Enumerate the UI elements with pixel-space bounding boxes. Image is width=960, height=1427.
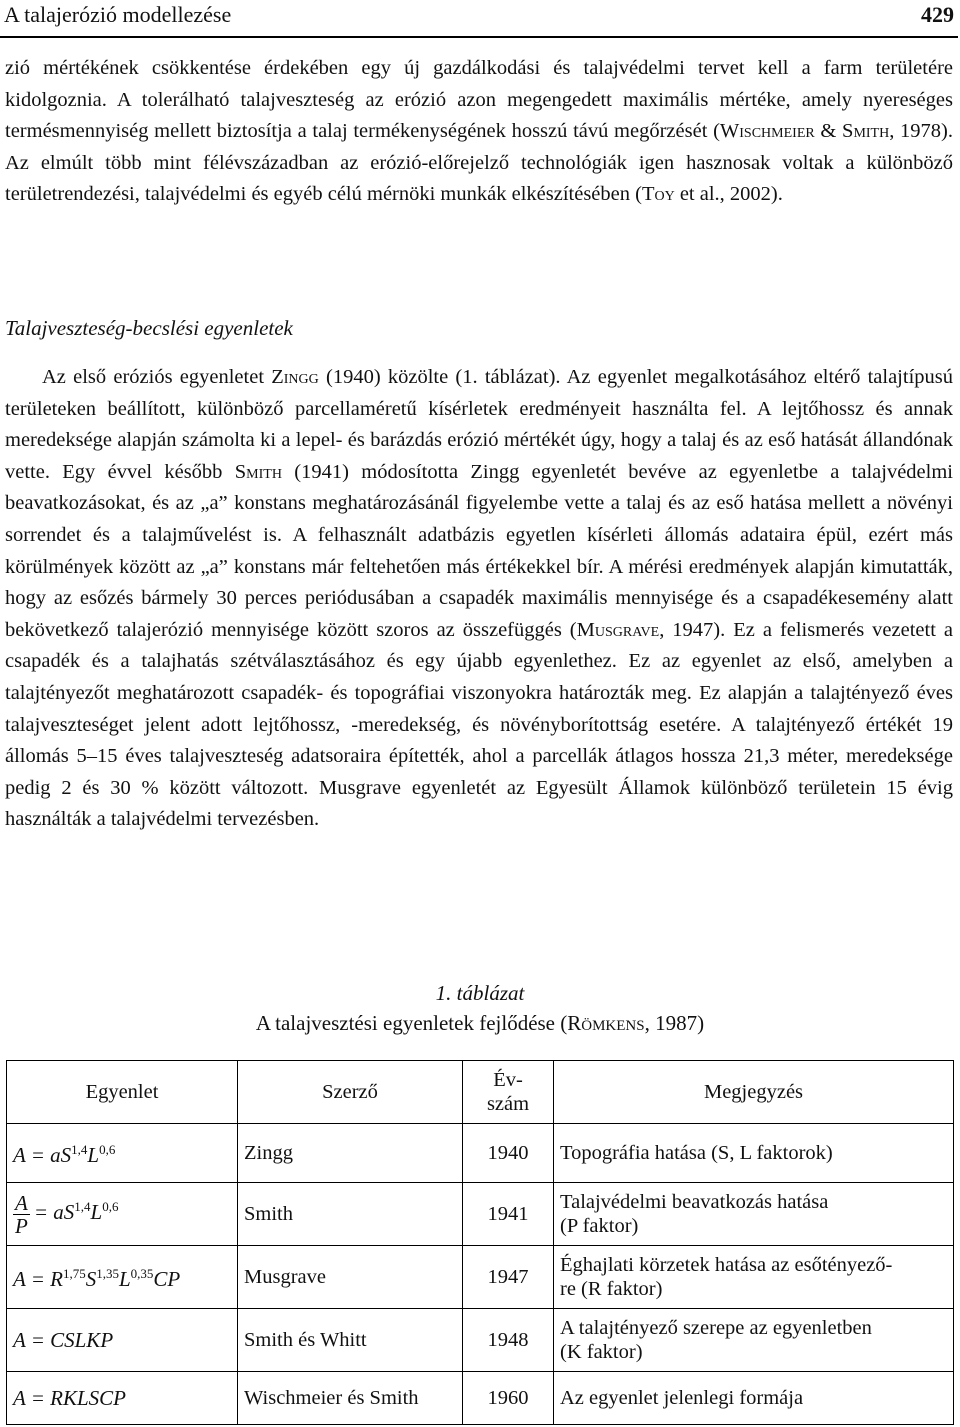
equation-cell	[7, 1309, 238, 1372]
table-row	[7, 1309, 954, 1372]
formula-lhs: A	[13, 1267, 26, 1291]
equation-cell	[7, 1372, 238, 1425]
note-cell: Topográfia hatása (S, L faktorok)	[554, 1124, 954, 1183]
formula-term: L	[118, 1267, 131, 1291]
equation-wischmeier-smith	[13, 1386, 126, 1410]
formula-fraction	[13, 1192, 30, 1237]
year-cell: 1941	[463, 1183, 554, 1246]
header-year-line2: szám	[486, 1093, 530, 1115]
p1-citation-wischmeier: Wischmeier	[719, 120, 815, 143]
table-caption-title	[0, 1011, 960, 1036]
formula-lhs: A	[13, 1143, 26, 1167]
formula-equals: =	[30, 1385, 45, 1410]
formula-term: RKLSCP	[50, 1385, 126, 1410]
p1-citation-smith: Smith	[842, 120, 890, 143]
formula-exponent: 1,4	[71, 1142, 88, 1157]
formula-equals: =	[30, 1267, 45, 1291]
equation-cell	[7, 1183, 238, 1246]
header-year-line1: Év-	[493, 1069, 523, 1091]
equation-cell	[7, 1246, 238, 1309]
page-number: 429	[921, 2, 954, 27]
running-head-title: A talajerózió modellezése	[4, 2, 232, 27]
formula-exponent: 1,75	[62, 1266, 86, 1281]
formula-exponent: 0,6	[102, 1198, 119, 1214]
formula-exponent: 0,6	[99, 1142, 116, 1157]
header-note: Megjegyzés	[554, 1061, 954, 1124]
note-cell	[554, 1309, 954, 1372]
formula-term: aS	[53, 1199, 75, 1224]
formula-term: S	[85, 1267, 97, 1291]
equations-table	[6, 1060, 954, 1425]
year-cell: 1940	[463, 1124, 554, 1183]
paragraph-2	[5, 362, 953, 836]
caption-citation-romkens: Römkens	[567, 1011, 645, 1035]
formula-lhs: A	[13, 1385, 26, 1410]
note-cell	[554, 1246, 954, 1309]
p2-text-d: , 1947). Ez a felismerés vezetett a csapadék és a talajhatás szétválasztásához és egy újabb egyenlethez. Ez az egyenlet az első, amelyben a talajtényezőt meghatározott csapadék- és topográfiai viszonyokra határozták meg. Ez alapján a talajtényező éves talajveszteséget jelent adott lejtőhossz, -meredekség, és növényborítottság esetére. A talajtényező értékét 19 állomás 5–15 éves talajveszteség adatsoraira építették, ahol a parcellák átlagos hossza 21,3 méter, meredeksége pedig 2 és 30 % között változott. Musgrave egyenletét az Egyesült Államok különböző területein 15 évig használták a talajvédelmi tervezésben.	[5, 618, 953, 831]
year-cell: 1960	[463, 1372, 554, 1425]
table-row	[7, 1124, 954, 1183]
note-line: (P faktor)	[560, 1215, 639, 1237]
p1-text-d: et al., 2002).	[674, 183, 783, 206]
header-year	[463, 1061, 554, 1124]
formula-term: L	[90, 1199, 103, 1224]
p2-citation-smith: Smith	[234, 460, 282, 483]
author-cell: Wischmeier és Smith	[238, 1372, 463, 1425]
table-row	[7, 1372, 954, 1425]
caption-text-a: A talajvesztési egyenletek fejlődése (	[255, 1011, 568, 1035]
section-heading: Talajveszteség-becslési egyenletek	[5, 316, 293, 340]
p2-text-a: Az első eróziós egyenletet	[42, 366, 272, 388]
formula-exponent: 1,4	[74, 1198, 91, 1214]
note-line: Éghajlati körzetek hatása az esőtényező-	[560, 1254, 893, 1276]
formula-denominator: P	[15, 1213, 28, 1238]
table-row	[7, 1246, 954, 1309]
formula-term: L	[87, 1143, 100, 1167]
equation-smith	[13, 1190, 119, 1238]
formula-exponent: 1,35	[96, 1266, 119, 1281]
formula-term: R	[50, 1267, 63, 1291]
header-equation: Egyenlet	[7, 1061, 238, 1124]
note-line: Talajvédelmi beavatkozás hatása	[560, 1191, 829, 1213]
equation-zingg	[13, 1143, 115, 1167]
note-line: (K faktor)	[560, 1341, 643, 1363]
running-head	[0, 0, 958, 38]
formula-exponent: 0,35	[130, 1266, 154, 1281]
equation-musgrave	[13, 1267, 180, 1291]
p1-text-a: zió mértékének csökkentése érdekében egy új gazdálkodási és talajvédelmi tervet kell a farm területére kidolgoznia. A tolerálható talajveszteség az erózió azon megengedett maximális mértéke, amely nyereséges termésmennyiség mellett biztosítja a talaj termékenységének hosszú távú megőrzését (	[5, 57, 953, 143]
table-row	[7, 1183, 954, 1246]
formula-equals: =	[33, 1199, 48, 1224]
author-cell: Smith és Whitt	[238, 1309, 463, 1372]
note-line: A talajtényező szerepe az egyenletben	[560, 1317, 872, 1339]
author-cell: Smith	[238, 1183, 463, 1246]
p2-citation-zingg: Zingg	[271, 366, 319, 388]
year-cell: 1948	[463, 1309, 554, 1372]
year-cell: 1947	[463, 1246, 554, 1309]
author-cell: Zingg	[238, 1124, 463, 1183]
p2-text-c: (1941) módosította Zingg egyenletét bevéve az egyenletbe a talajvédelmi beavatkozásokat, és az „a” konstans meghatározásánál figyelembe vette a talaj és az eső hatása mellett a növényi sorrendet és a talajművelést is. A felhasznált adatbázis egyetlen kísérleti állomás adataira épül, ezért más körülmények között az „a” konstans már feltehetően más értékekkel bír. A mérési eredmények alapján kimutatták, hogy az esőzés bármely 30 perces periódusában a csapadék maximális mennyisége és a csapadékesemény alatt bekövetkező talajerózió mennyisége között szoros az összefüggés (	[5, 460, 953, 641]
formula-numerator: A	[15, 1190, 28, 1215]
formula-equals: =	[30, 1327, 45, 1352]
table-header-row	[7, 1061, 954, 1124]
note-cell	[554, 1183, 954, 1246]
paragraph-1	[5, 53, 953, 211]
equation-cell	[7, 1124, 238, 1183]
formula-equals: =	[30, 1143, 45, 1167]
formula-term: aS	[50, 1143, 72, 1167]
header-author: Szerző	[238, 1061, 463, 1124]
equation-smith-whitt	[13, 1328, 113, 1352]
formula-lhs: A	[13, 1327, 26, 1352]
p2-citation-musgrave: Musgrave	[576, 618, 660, 641]
p1-text-c: , 1978). Az elmúlt több mint félévszázadban az erózió-előrejelző technológiák igen hasznosak voltak a különböző területrendezési, talajvédelmi és egyéb célú mérnöki munkák elkészítésében (	[5, 120, 953, 206]
note-line: re (R faktor)	[560, 1278, 663, 1300]
formula-term: CSLKP	[50, 1327, 114, 1352]
p1-text-b: &	[814, 120, 843, 143]
author-cell: Musgrave	[238, 1246, 463, 1309]
table-caption-label: 1. táblázat	[435, 981, 525, 1005]
formula-term: CP	[153, 1267, 181, 1291]
p1-citation-toy: Toy	[641, 183, 675, 206]
p2-text-b: (1940) közölte (1. táblázat). Az egyenlet megalkotásához eltérő talajtípusú területeken beállított, különböző parcellaméretű kísérletek eredményeit használta fel. A lejtőhossz és annak meredeksége alapján számolta ki a lepel- és barázdás erózió mértékét úgy, hogy a talaj és az eső hatását állandónak vette. Egy évvel később	[5, 366, 953, 483]
note-cell: Az egyenlet jelenlegi formája	[554, 1372, 954, 1425]
caption-text-b: , 1987)	[644, 1011, 705, 1035]
